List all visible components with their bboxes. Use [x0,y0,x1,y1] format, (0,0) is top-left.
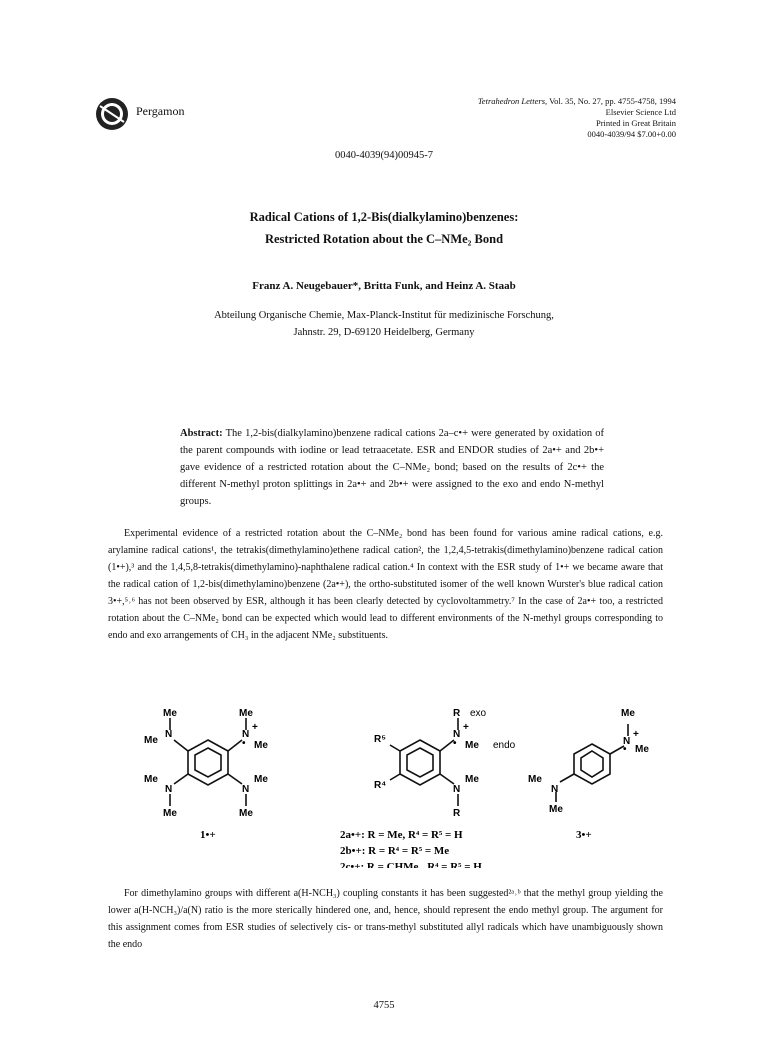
c3-me-top: Me [621,708,635,719]
journal-citation: Tetrahedron Letters, Vol. 35, No. 27, pp. 4755-4758, 1994 [477,96,676,106]
pergamon-logo-icon [94,96,130,132]
c3-me-bottom: Me [549,804,563,815]
c3-n-left: N [551,784,559,795]
c2-r5: R⁵ [374,734,386,745]
structures-svg [108,688,663,868]
c1-me-left-2: Me [144,774,158,785]
c2-me-top: Me [465,740,479,751]
c2-r4: R⁴ [374,780,387,791]
copyright: Elsevier Science Ltd [605,107,676,117]
c2-n-bottom: N [453,784,461,795]
c3-me-right: Me [635,744,649,755]
benzene-ring-3 [574,744,610,784]
body-paragraph-1: Experimental evidence of a restricted rotation about the C–NMe₂ bond has been found for various amine radical cations, e.g. arylamine radical cations¹, the tetrakis(dimethylamino)ethene radical cation², the 1,2,4,5-tetrakis(dimethylamino)benzene radical cation (1•+),³ and the 1,4,5,8-tetrakis(dimethylamino)-naphthalene radical cation.⁴ In context with the ESR study of 1•+ we became aware that the radical cation of 1,2-bis(dimethylamino)benzene (2a•+), the ortho-substituted isomer of the well known Wurster's blue radical cation 3•+,⁵˒⁶ has not been observed by ESR, although it has been clearly detected by cyclovoltammetry.⁷ In the case of 2a•+ too, a restricted rotation about the C–NMe₂ bond can be expected which would lead to different environments of the N-methyl groups corresponding to endo and exo arrangements of CH₃ in the adjacent NMe₂ substituents. [108,528,663,641]
body-paragraph-2: For dimethylamino groups with different a(H-NCH₃) coupling constants it has been suggested²ᵃ˒ᵇ that the methyl group yielding the lower a(H-NCH₃)/a(N) ratio is the more sterically hindered one, and, hence, should represent the endo methyl group. The argument for this assignment comes from ESR studies of selectively cis- or trans-methyl substituted allyl radicals which have unambiguously shown the endo [108,888,663,950]
abstract [180,425,604,510]
c1-me-right-1: Me [254,740,268,751]
c1-n-bottom-right: N [242,784,250,795]
c1-me-bottom-right: Me [239,808,253,819]
c1-me-top-right: Me [239,708,253,719]
journal-name: Tetrahedron Letters [477,96,546,106]
title-line-2: Restricted Rotation about the C–NMe₂ Bond [264,232,504,246]
abstract-label: Abstract: [180,428,223,439]
affiliation-line-2: Jahnstr. 29, D-69120 Heidelberg, Germany [293,327,475,338]
c1-n-top-right: N [242,729,250,740]
abstract-text: The 1,2-bis(dialkylamino)benzene radical cations 2a–c•+ were generated by oxidation of the parent compounds with iodine or lead tetraacetate. ESR and ENDOR studies of 2a•+ and 2b•+ gave evidence of a restricted rotation about the C–NMe₂ bond; based on the results of 2c•+ the different N-methyl proton splittings in 2a•+ and 2b•+ were assigned to the exo and endo N-methyl groups. [180,428,604,507]
c3-plus: + [633,729,639,740]
journal-info [376,96,676,140]
c3-dot: • [623,744,627,755]
pergamon-logo [94,96,130,132]
page-number: 4755 [373,1000,395,1011]
c2-exo-label: exo [470,708,487,719]
structures-figure [108,688,663,868]
compound-2c-label: 2c•+: R = CHMe₂, R⁴ = R⁵ = H [340,861,482,868]
authors: Franz A. Neugebauer*, Britta Funk, and Heinz A. Staab [252,280,516,292]
doi: 0040-4039(94)00945-7 [335,150,433,161]
c3-me-left: Me [528,774,542,785]
compound-1-label: 1•+ [200,829,216,841]
affiliation-line-1: Abteilung Organische Chemie, Max-Planck-Institut für medizinische Forschung, [214,310,554,321]
c2-me-bottom: Me [465,774,479,785]
c2-n-top: N [453,729,461,740]
c1-n-top-left: N [165,729,173,740]
c1-me-bottom-left: Me [163,808,177,819]
issn-price: 0040-4039/94 $7.00+0.00 [587,129,676,139]
benzene-ring-2 [400,740,440,785]
c2-dot: • [453,738,457,749]
c1-me-right-2: Me [254,774,268,785]
c1-me-top-left: Me [163,708,177,719]
c2-r-top: R [453,708,461,719]
printed-in: Printed in Great Britain [595,118,676,128]
compound-3-label: 3•+ [576,829,592,841]
publisher-name: Pergamon [136,104,185,118]
c1-me-left-1: Me [144,735,158,746]
compound-2b-label: 2b•+: R = R⁴ = R⁵ = Me [340,845,450,857]
c2-endo-label: endo [493,740,516,751]
compound-2a-label: 2a•+: R = Me, R⁴ = R⁵ = H [340,829,463,841]
c3-n-right: N [623,736,631,747]
c1-plus: + [252,722,258,733]
affiliation [0,307,768,341]
c2-r-bottom: R [453,808,461,819]
c2-plus: + [463,722,469,733]
benzene-ring-1 [188,740,228,785]
c1-n-bottom-left: N [165,784,173,795]
c1-dot: • [242,738,246,749]
paper-title [0,206,768,250]
title-line-1: Radical Cations of 1,2-Bis(dialkylamino)benzenes: [249,210,519,224]
